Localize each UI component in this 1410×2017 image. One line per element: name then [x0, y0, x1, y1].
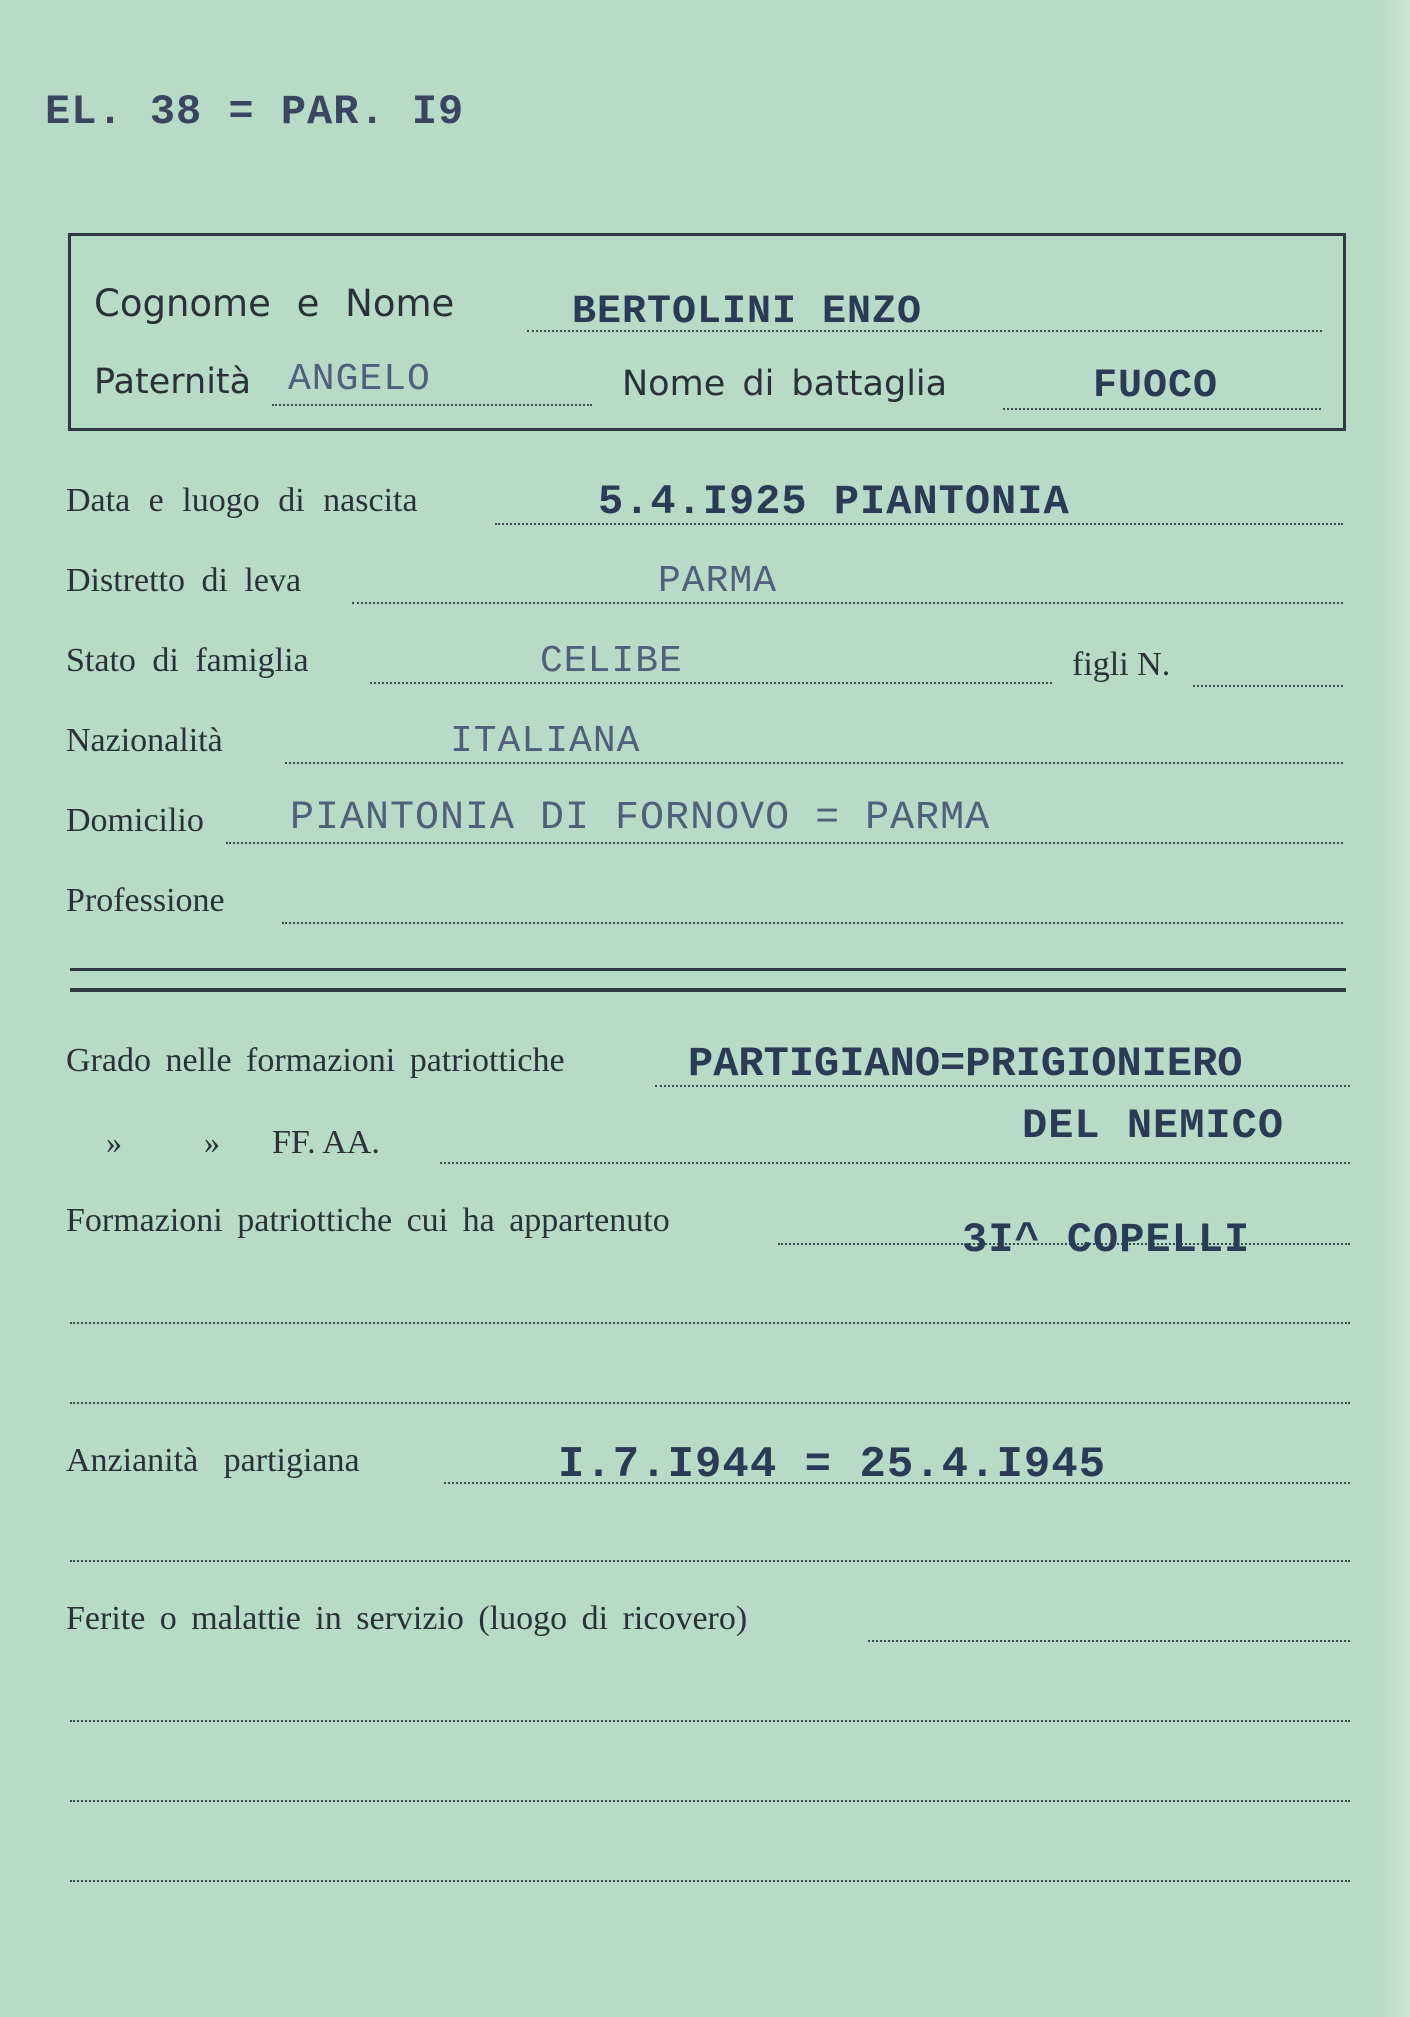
seniority-value: I.7.I944 = 25.4.I945 — [558, 1440, 1107, 1490]
battle-name-label: Nome di battaglia — [622, 364, 948, 404]
ffaa-quote-2: » — [204, 1124, 220, 1160]
paternity-label: Paternità — [94, 362, 252, 402]
surname-name-value: BERTOLINI ENZO — [572, 290, 923, 335]
district-label: Distretto di leva — [66, 562, 302, 599]
card-edge — [1380, 0, 1410, 2017]
birth-value: 5.4.I925 PIANTONIA — [598, 478, 1070, 526]
ffaa-quote-1: » — [106, 1124, 122, 1160]
rank-label: Grado nelle formazioni patriottiche — [66, 1042, 565, 1079]
domicile-value: PIANTONIA DI FORNOVO = PARMA — [290, 796, 991, 841]
surname-name-label: Cognome e Nome — [94, 282, 455, 325]
reference-number: EL. 38 = PAR. I9 — [45, 88, 465, 136]
domicile-label: Domicilio — [66, 802, 204, 839]
seniority-label: Anzianità partigiana — [66, 1442, 360, 1479]
district-value: PARMA — [658, 560, 778, 603]
formations-label: Formazioni patriottiche cui ha appartenuto — [66, 1202, 670, 1239]
birth-label: Data e luogo di nascita — [66, 482, 418, 519]
wounds-label: Ferite o malattie in servizio (luogo di ricovero) — [66, 1600, 748, 1637]
ffaa-label: FF. AA. — [272, 1124, 380, 1161]
nationality-label: Nazionalità — [66, 722, 223, 759]
rank-value-line1: PARTIGIANO=PRIGIONIERO — [688, 1040, 1243, 1088]
separator-bottom — [70, 988, 1346, 992]
nationality-value: ITALIANA — [450, 720, 641, 763]
rank-value-line2: DEL NEMICO — [1022, 1102, 1285, 1150]
family-value: CELIBE — [540, 640, 683, 683]
family-label: Stato di famiglia — [66, 642, 309, 679]
formations-value: 3I^ COPELLI — [962, 1216, 1251, 1264]
battle-name-value: FUOCO — [1093, 364, 1219, 409]
separator-top — [70, 968, 1346, 971]
profession-label: Professione — [66, 882, 225, 919]
paternity-value: ANGELO — [288, 358, 431, 401]
children-label: figli N. — [1072, 646, 1171, 683]
